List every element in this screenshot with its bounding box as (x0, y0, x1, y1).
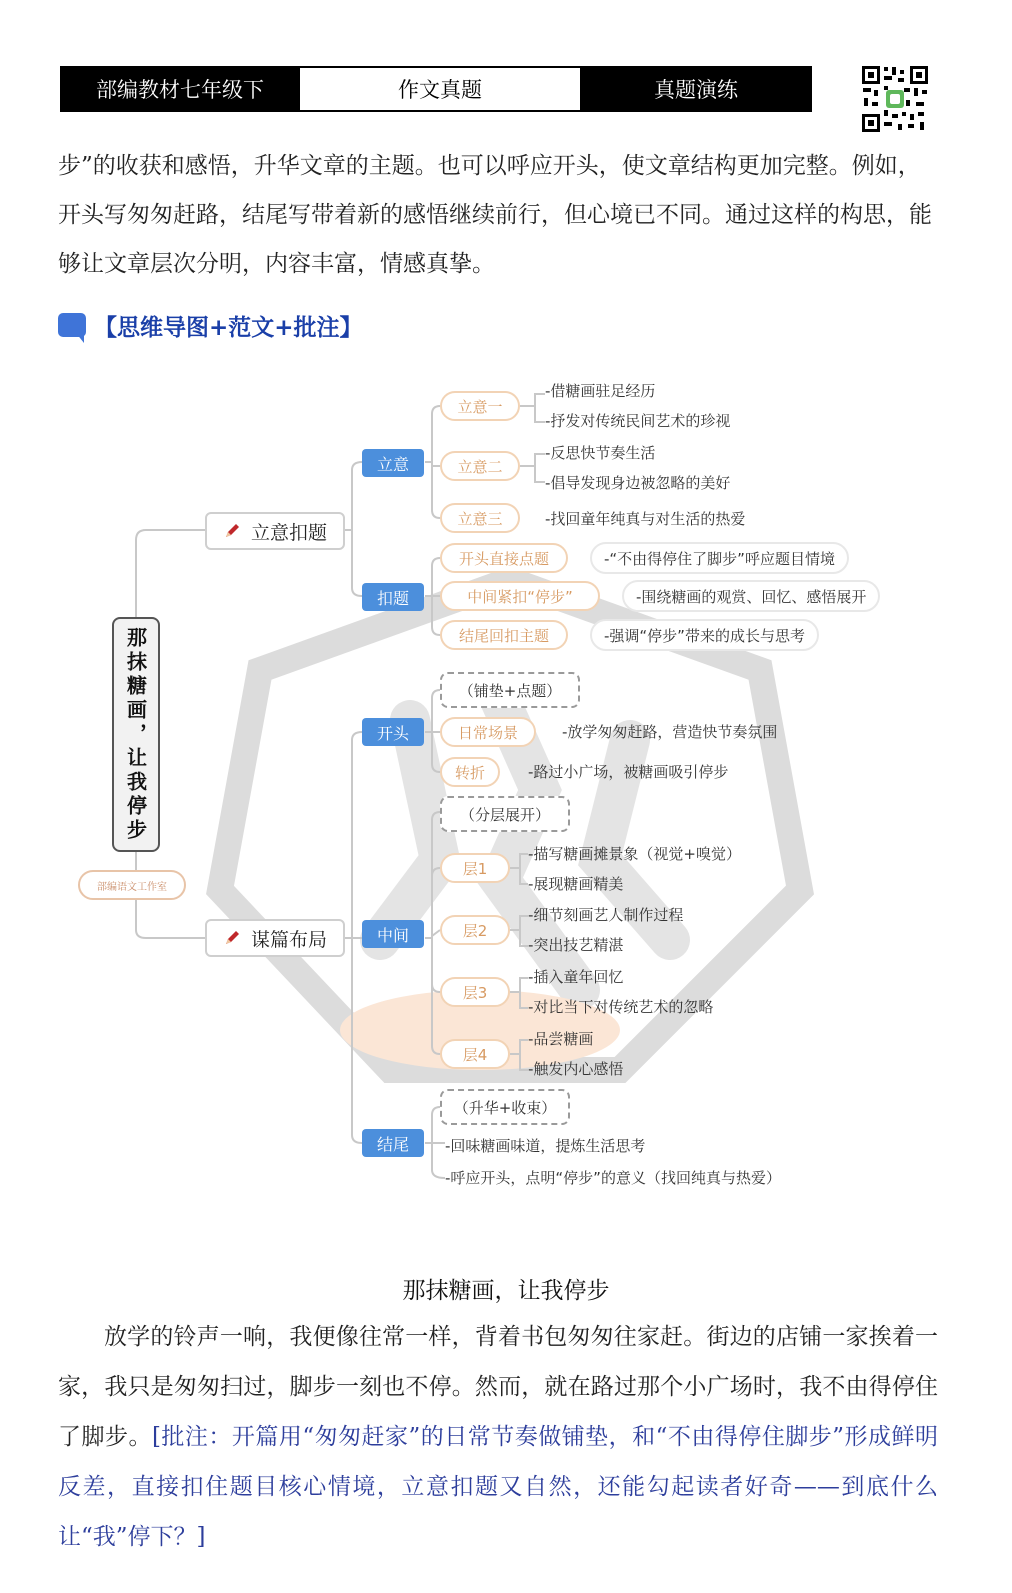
node-liyi-3: 立意三 (440, 503, 520, 533)
liyi2-item-1: -反思快节奏生活 (545, 444, 656, 462)
turning-desc: -路过小广场，被糖画吸引停步 (528, 763, 729, 781)
node-layer-3: 层3 (440, 977, 510, 1007)
speech-bubble-icon (58, 313, 86, 337)
jiewei-item-2: -呼应开头，点明“停步”的意义（找回纯真与热爱） (445, 1169, 781, 1187)
pencil-icon (223, 929, 241, 947)
kouti-middle-desc: -围绕糖画的观赏、回忆、感悟展开 (622, 580, 880, 612)
layer2-item-1: -细节刻画艺人制作过程 (528, 906, 684, 924)
node-layer-4: 层4 (440, 1039, 510, 1069)
intro-paragraph: 步”的收获和感悟，升华文章的主题。也可以呼应开头，使文章结构更加完整。例如，开头写匆匆赶路，结尾写带着新的感悟继续前行，但心境已不同。通过这样的构思，能够让文章层次分明，内容丰富，情感真挚。 (58, 153, 932, 277)
essay-title: 那抹糖画，让我停步 (402, 1278, 610, 1304)
node-liyi-1: 立意一 (440, 391, 520, 421)
mindmap-root: 那抹糖画，让我停步 (112, 617, 160, 852)
essay-text: 放学的铃声一响，我便像往常一样，背着书包匆匆往家赶。街边的店铺一家挨着一家，我只是匆匆扫过，脚步一刻也不停。然而，就在路过那个小广场时，我不由得停住了脚步。 (58, 1324, 938, 1450)
liyi3-item-1: -找回童年纯真与对生活的热爱 (545, 510, 746, 528)
node-liyi-2: 立意二 (440, 451, 520, 481)
jiewei-item-1: -回味糖画味道，提炼生活思考 (445, 1137, 646, 1155)
pencil-icon (223, 522, 241, 540)
header-practice: 真题演练 (582, 68, 810, 110)
layer1-item-2: -展现糖画精美 (528, 875, 624, 893)
node-kouti-middle: 中间紧扣“停步” (440, 581, 600, 611)
node-kouti-ending: 结尾回扣主题 (440, 620, 568, 650)
liyi1-item-2: -抒发对传统民间艺术的珍视 (545, 412, 731, 430)
kaitou-note: （铺垫+点题） (440, 672, 580, 708)
essay-annotation: [批注：开篇用“匆匆赶家”的日常节奏做铺垫，和“不由得停住脚步”形成鲜明反差，直接扣住题目核心情境，立意扣题又自然，还能勾起读者好奇——到底什么让“我”停下？] (58, 1424, 938, 1550)
node-kouti-opening: 开头直接点题 (440, 543, 568, 573)
node-layer-2: 层2 (440, 915, 510, 945)
header-category: 作文真题 (298, 68, 582, 110)
kouti-opening-desc: -“不由得停住了脚步”呼应题目情境 (590, 542, 849, 574)
layer3-item-2: -对比当下对传统艺术的忽略 (528, 998, 714, 1016)
node-liyi: 立意 (362, 449, 424, 477)
header-bar (60, 66, 812, 112)
layer4-item-1: -品尝糖画 (528, 1030, 594, 1048)
essay-body (58, 1312, 938, 1562)
kouti-ending-desc: -强调“停步”带来的成长与思考 (590, 619, 819, 651)
node-turning: 转折 (440, 757, 500, 787)
layer4-item-2: -触发内心感悟 (528, 1060, 624, 1078)
layer3-item-1: -插入童年回忆 (528, 968, 624, 986)
section-title (58, 305, 363, 345)
layer2-item-2: -突出技艺精湛 (528, 936, 624, 954)
layer1-item-1: -描写糖画摊景象（视觉+嗅觉） (528, 845, 741, 863)
node-jiewei: 结尾 (362, 1129, 424, 1157)
node-daily-scene: 日常场景 (440, 717, 536, 747)
branch-moupian-buju: 谋篇布局 (205, 919, 345, 957)
qr-code-icon[interactable] (860, 64, 930, 134)
node-kouti: 扣题 (362, 583, 424, 611)
node-layer-1: 层1 (440, 853, 510, 883)
zhongjian-note: （分层展开） (440, 796, 570, 832)
node-zhongjian: 中间 (362, 920, 424, 948)
jiewei-note: （升华+收束） (440, 1089, 570, 1125)
node-kaitou: 开头 (362, 718, 424, 746)
liyi2-item-2: -倡导发现身边被忽略的美好 (545, 474, 731, 492)
daily-scene-desc: -放学匆匆赶路，营造快节奏氛围 (562, 723, 778, 741)
branch-liyi-kouti: 立意扣题 (205, 512, 345, 550)
liyi1-item-1: -借糖画驻足经历 (545, 382, 656, 400)
section-title-text: 【思维导图+范文+批注】 (94, 314, 363, 341)
header-grade: 部编教材七年级下 (62, 68, 298, 110)
studio-label: 部编语文工作室 (78, 870, 186, 900)
